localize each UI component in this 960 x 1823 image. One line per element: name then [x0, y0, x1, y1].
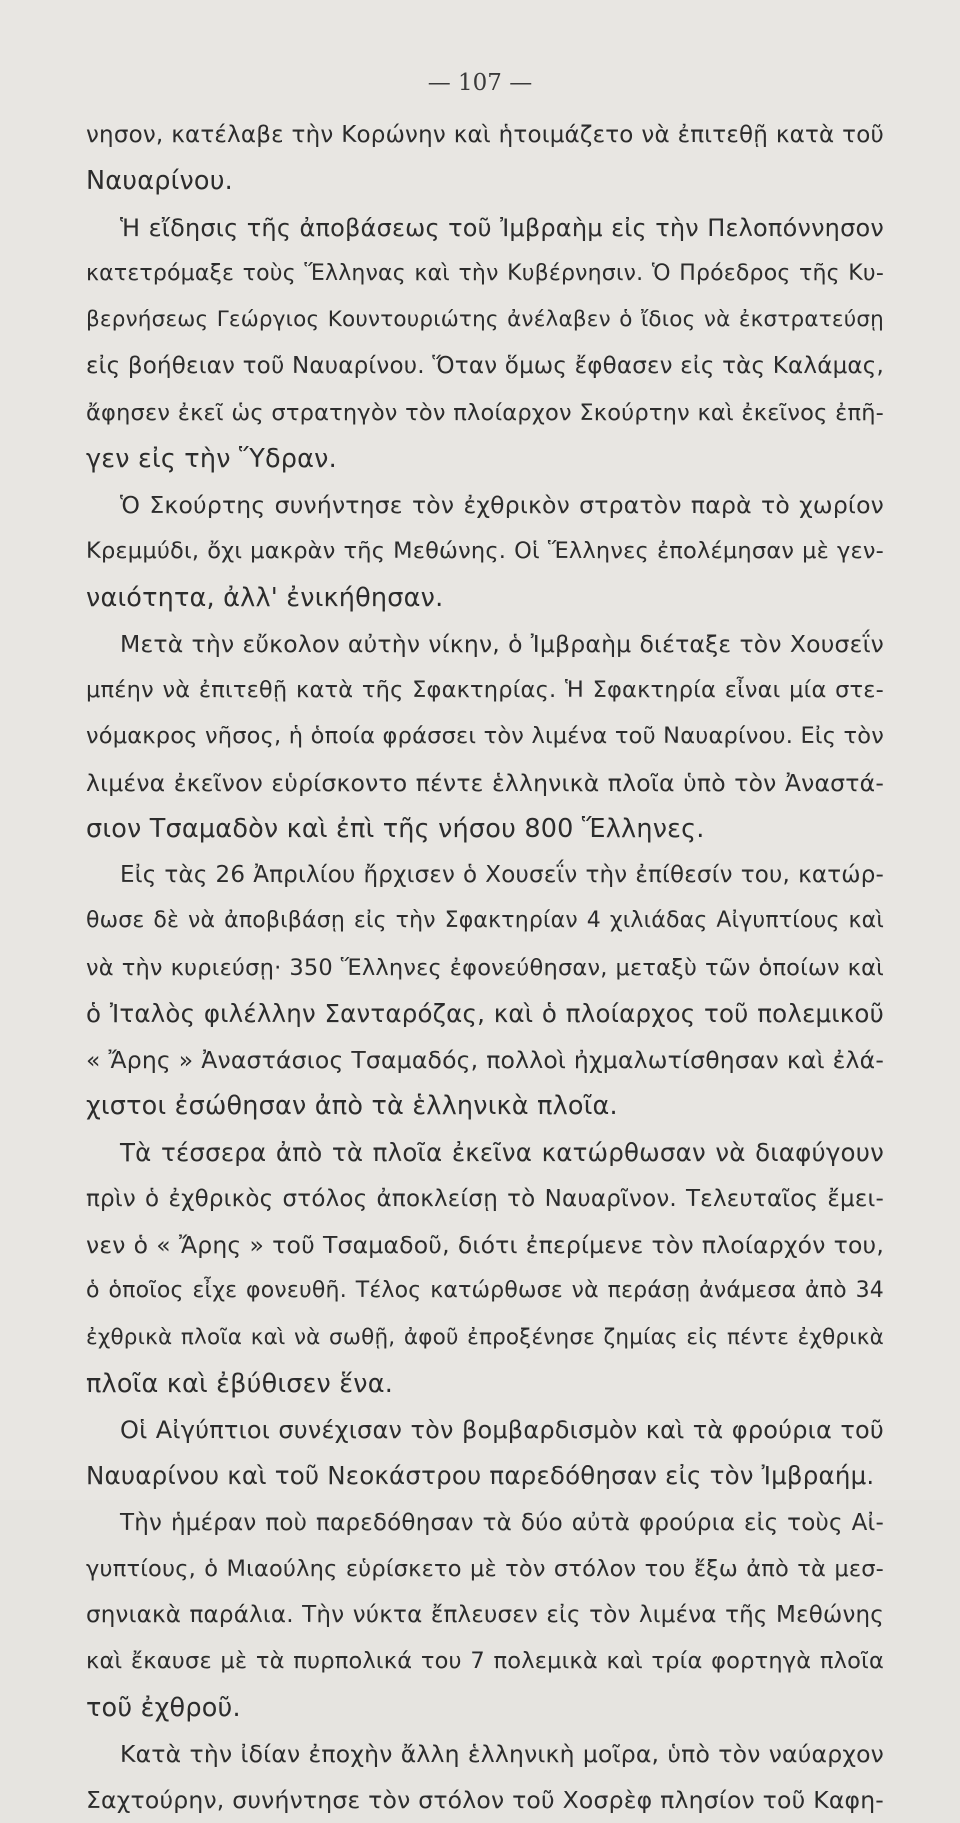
- text-line: νὰ τὴν κυριεύσῃ· 350 Ἕλληνες ἐφονεύθησαν, μεταξὺ τῶν ὁποίων καὶ: [86, 954, 884, 981]
- text-line: Σαχτούρην, συνήντησε τὸν στόλον τοῦ Χοσρὲφ πλησίον τοῦ Καφη-: [86, 1786, 884, 1814]
- text-line: σιον Τσαμαδὸν καὶ ἐπὶ τῆς νήσου 800 Ἕλληνες.: [86, 813, 705, 844]
- text-line: τοῦ ἐχθροῦ.: [86, 1692, 241, 1723]
- text-line: « Ἄρης » Ἀναστάσιος Τσαμαδός, πολλοὶ ἠχμαλωτίσθησαν καὶ ἐλά-: [86, 1046, 884, 1074]
- text-line: νησον, κατέλαβε τὴν Κορώνην καὶ ἡτοιμάζετο νὰ ἐπιτεθῇ κατὰ τοῦ: [86, 122, 884, 148]
- text-line: καὶ ἔκαυσε μὲ τὰ πυρπολικά του 7 πολεμικὰ καὶ τρία φορτηγὰ πλοῖα: [86, 1648, 884, 1675]
- text-line: πλοῖα καὶ ἐβύθισεν ἕνα.: [86, 1368, 394, 1399]
- text-line: Εἰς τὰς 26 Ἀπριλίου ἤρχισεν ὁ Χουσεΐν τὴν ἐπίθεσίν του, κατώρ-: [120, 862, 884, 888]
- body-text: [86, 112, 884, 1823]
- text-line: Ναυαρίνου.: [86, 166, 233, 197]
- text-line: χιστοι ἐσώθησαν ἀπὸ τὰ ἑλληνικὰ πλοῖα.: [86, 1091, 618, 1122]
- text-line: ὁ Ἰταλὸς φιλέλλην Σανταρόζας, καὶ ὁ πλοίαρχος τοῦ πολεμικοῦ: [86, 998, 884, 1028]
- text-line: Ναυαρίνου καὶ τοῦ Νεοκάστρου παρεδόθησαν εἰς τὸν Ἰμβραήμ.: [86, 1461, 875, 1491]
- text-line: ναιότητα, ἀλλ' ἐνικήθησαν.: [86, 582, 444, 613]
- text-line: λιμένα ἐκεῖνον εὑρίσκοντο πέντε ἑλληνικὰ πλοῖα ὑπὸ τὸν Ἀναστά-: [86, 768, 884, 797]
- text-line: νόμακρος νῆσος, ἡ ὁποία φράσσει τὸν λιμένα τοῦ Ναυαρίνου. Εἰς τὸν: [86, 723, 884, 750]
- text-line: Τὴν ἡμέραν ποὺ παρεδόθησαν τὰ δύο αὐτὰ φρούρια εἰς τοὺς Αἰ-: [120, 1509, 884, 1536]
- text-line: σηνιακὰ παράλια. Τὴν νύκτα ἔπλευσεν εἰς τὸν λιμένα τῆς Μεθώνης: [86, 1602, 884, 1628]
- text-line: πρὶν ὁ ἐχθρικὸς στόλος ἀποκλείσῃ τὸ Ναυαρῖνον. Τελευταῖος ἔμει-: [86, 1185, 884, 1212]
- text-line: Μετὰ τὴν εὔκολον αὐτὴν νίκην, ὁ Ἰμβραὴμ διέταξε τὸν Χουσεΐν: [120, 629, 884, 658]
- text-line: Τὰ τέσσερα ἀπὸ τὰ πλοῖα ἐκεῖνα κατώρθωσαν νὰ διαφύγουν: [120, 1137, 884, 1167]
- text-line: Ὁ Σκούρτης συνήντησε τὸν ἐχθρικὸν στρατὸν παρὰ τὸ χωρίον: [120, 491, 884, 519]
- text-line: κατετρόμαξε τοὺς Ἕλληνας καὶ τὴν Κυβέρνησιν. Ὁ Πρόεδρος τῆς Κυ-: [86, 260, 884, 286]
- text-line: εἰς βοήθειαν τοῦ Ναυαρίνου. Ὅταν ὅμως ἔφθασεν εἰς τὰς Καλάμας,: [86, 353, 884, 380]
- text-line: γεν εἰς τὴν Ὕδραν.: [86, 443, 337, 474]
- text-line: μπέην νὰ ἐπιτεθῇ κατὰ τῆς Σφακτηρίας. Ἡ Σφακτηρία εἶναι μία στε-: [86, 677, 884, 703]
- text-line: Κατὰ τὴν ἰδίαν ἐποχὴν ἄλλη ἑλληνικὴ μοῖρα, ὑπὸ τὸν ναύαρχον: [120, 1739, 884, 1768]
- page-number: — 107 —: [427, 70, 533, 96]
- text-line: ἐχθρικὰ πλοῖα καὶ νὰ σωθῇ, ἀφοῦ ἐπροξένησε ζημίας εἰς πέντε ἐχθρικὰ: [86, 1324, 884, 1350]
- text-line: ἄφησεν ἐκεῖ ὡς στρατηγὸν τὸν πλοίαρχον Σκούρτην καὶ ἐκεῖνος ἐπῆ-: [86, 399, 884, 426]
- text-line: θωσε δὲ νὰ ἀποβιβάσῃ εἰς τὴν Σφακτηρίαν 4 χιλιάδας Αἰγυπτίους καὶ: [86, 908, 884, 934]
- text-line: νεν ὁ « Ἄρης » τοῦ Τσαμαδοῦ, διότι ἐπερίμενε τὸν πλοίαρχόν του,: [86, 1231, 884, 1259]
- text-line: βερνήσεως Γεώργιος Κουντουριώτης ἀνέλαβεν ὁ ἴδιος νὰ ἐκστρατεύσῃ: [86, 307, 884, 332]
- text-line: Ἡ εἴδησις τῆς ἀποβάσεως τοῦ Ἰμβραὴμ εἰς τὴν Πελοπόννησον: [120, 213, 884, 242]
- text-line: Κρεμμύδι, ὄχι μακρὰν τῆς Μεθώνης. Οἱ Ἕλληνες ἐπολέμησαν μὲ γεν-: [86, 538, 884, 565]
- text-line: ὁ ὁποῖος εἶχε φονευθῆ. Τέλος κατώρθωσε νὰ περάσῃ ἀνάμεσα ἀπὸ 34: [86, 1278, 884, 1304]
- text-line: Οἱ Αἰγύπτιοι συνέχισαν τὸν βομβαρδισμὸν καὶ τὰ φρούρια τοῦ: [120, 1416, 884, 1444]
- text-line: γυπτίους, ὁ Μιαούλης εὑρίσκετο μὲ τὸν στόλον του ἔξω ἀπὸ τὰ μεσ-: [86, 1555, 884, 1582]
